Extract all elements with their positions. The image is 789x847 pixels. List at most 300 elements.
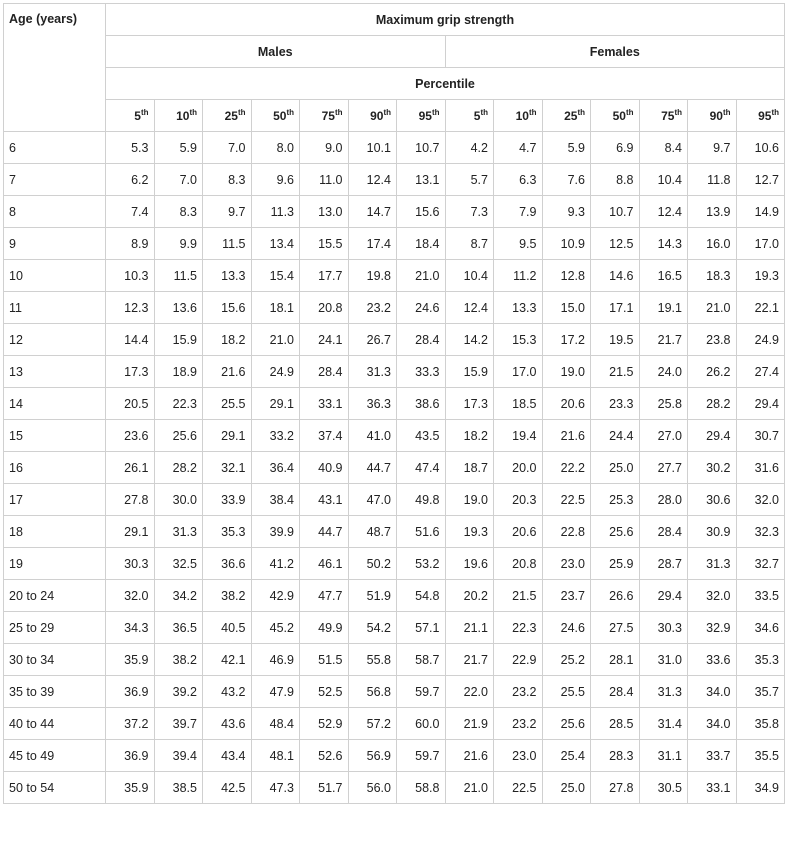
- table-row: [4, 612, 785, 644]
- percentile-number: 10: [515, 108, 529, 123]
- males-header: Males: [106, 36, 446, 68]
- females-value-cell: 33.5: [736, 580, 785, 612]
- males-value-cell: 41.2: [251, 548, 300, 580]
- males-value-cell: 25.6: [154, 420, 203, 452]
- males-value-cell: 33.2: [251, 420, 300, 452]
- table-row: [4, 420, 785, 452]
- males-value-cell: 59.7: [397, 676, 446, 708]
- females-value-cell: 32.0: [736, 484, 785, 516]
- females-value-cell: 20.8: [494, 548, 543, 580]
- males-value-cell: 30.3: [106, 548, 155, 580]
- females-value-cell: 11.8: [688, 164, 737, 196]
- table-row: [4, 260, 785, 292]
- females-value-cell: 24.4: [591, 420, 640, 452]
- females-value-cell: 19.4: [494, 420, 543, 452]
- females-value-cell: 29.4: [688, 420, 737, 452]
- females-value-cell: 20.3: [494, 484, 543, 516]
- males-value-cell: 39.4: [154, 740, 203, 772]
- females-value-cell: 12.4: [445, 292, 494, 324]
- females-value-cell: 18.7: [445, 452, 494, 484]
- males-value-cell: 43.2: [203, 676, 252, 708]
- females-value-cell: 27.4: [736, 356, 785, 388]
- females-value-cell: 9.5: [494, 228, 543, 260]
- males-value-cell: 38.2: [203, 580, 252, 612]
- males-value-cell: 26.7: [348, 324, 397, 356]
- percentile-suffix: th: [528, 107, 537, 117]
- age-cell: 11: [4, 292, 106, 324]
- males-value-cell: 40.9: [300, 452, 349, 484]
- age-cell: 25 to 29: [4, 612, 106, 644]
- females-value-cell: 25.2: [542, 644, 591, 676]
- percentile-suffix: th: [771, 107, 779, 117]
- males-value-cell: 43.6: [203, 708, 252, 740]
- females-value-cell: 24.0: [639, 356, 688, 388]
- males-value-cell: 17.3: [106, 356, 155, 388]
- males-value-cell: 28.4: [397, 324, 446, 356]
- females-value-cell: 17.3: [445, 388, 494, 420]
- females-value-cell: 22.8: [542, 516, 591, 548]
- age-cell: 20 to 24: [4, 580, 106, 612]
- males-value-cell: 47.0: [348, 484, 397, 516]
- males-value-cell: 58.7: [397, 644, 446, 676]
- percentile-number: 75: [661, 108, 675, 123]
- males-value-cell: 12.4: [348, 164, 397, 196]
- females-value-cell: 22.1: [736, 292, 785, 324]
- females-value-cell: 35.8: [736, 708, 785, 740]
- males-value-cell: 33.9: [203, 484, 252, 516]
- males-value-cell: 46.1: [300, 548, 349, 580]
- females-percentile-header: [445, 100, 494, 132]
- percentile-suffix: th: [237, 107, 246, 117]
- males-percentile-header: [154, 100, 203, 132]
- percentile-number: 50: [612, 108, 626, 123]
- females-value-cell: 15.3: [494, 324, 543, 356]
- females-value-cell: 26.2: [688, 356, 737, 388]
- percentile-suffix: th: [140, 107, 149, 117]
- females-value-cell: 21.6: [542, 420, 591, 452]
- males-value-cell: 42.5: [203, 772, 252, 804]
- percentile-suffix: th: [431, 107, 440, 117]
- males-value-cell: 15.6: [397, 196, 446, 228]
- females-value-cell: 13.9: [688, 196, 737, 228]
- females-value-cell: 25.0: [542, 772, 591, 804]
- males-value-cell: 53.2: [397, 548, 446, 580]
- females-value-cell: 21.9: [445, 708, 494, 740]
- age-cell: 6: [4, 132, 106, 164]
- males-percentile-header: [203, 100, 252, 132]
- males-value-cell: 60.0: [397, 708, 446, 740]
- males-value-cell: 18.4: [397, 228, 446, 260]
- females-value-cell: 12.8: [542, 260, 591, 292]
- females-value-cell: 9.7: [688, 132, 737, 164]
- header-row-sex: [4, 36, 785, 68]
- males-value-cell: 18.9: [154, 356, 203, 388]
- females-value-cell: 18.5: [494, 388, 543, 420]
- males-value-cell: 47.9: [251, 676, 300, 708]
- females-value-cell: 28.5: [591, 708, 640, 740]
- females-value-cell: 24.6: [542, 612, 591, 644]
- females-value-cell: 30.2: [688, 452, 737, 484]
- females-value-cell: 25.3: [591, 484, 640, 516]
- males-value-cell: 58.8: [397, 772, 446, 804]
- females-value-cell: 29.4: [736, 388, 785, 420]
- table-row: [4, 772, 785, 804]
- percentile-columns-row: [4, 100, 785, 132]
- males-value-cell: 17.4: [348, 228, 397, 260]
- females-value-cell: 29.4: [639, 580, 688, 612]
- females-value-cell: 23.7: [542, 580, 591, 612]
- females-value-cell: 35.3: [736, 644, 785, 676]
- males-value-cell: 36.6: [203, 548, 252, 580]
- females-value-cell: 21.7: [639, 324, 688, 356]
- females-value-cell: 27.7: [639, 452, 688, 484]
- age-cell: 14: [4, 388, 106, 420]
- females-value-cell: 15.0: [542, 292, 591, 324]
- females-value-cell: 28.4: [591, 676, 640, 708]
- males-value-cell: 56.0: [348, 772, 397, 804]
- table-row: [4, 292, 785, 324]
- males-value-cell: 40.5: [203, 612, 252, 644]
- females-value-cell: 34.0: [688, 676, 737, 708]
- females-value-cell: 21.5: [494, 580, 543, 612]
- females-value-cell: 25.9: [591, 548, 640, 580]
- percentile-suffix: th: [674, 107, 682, 117]
- females-value-cell: 35.5: [736, 740, 785, 772]
- males-value-cell: 32.0: [106, 580, 155, 612]
- males-value-cell: 13.3: [203, 260, 252, 292]
- females-value-cell: 35.7: [736, 676, 785, 708]
- females-value-cell: 18.3: [688, 260, 737, 292]
- females-value-cell: 21.1: [445, 612, 494, 644]
- table-row: [4, 388, 785, 420]
- females-value-cell: 27.5: [591, 612, 640, 644]
- females-value-cell: 11.2: [494, 260, 543, 292]
- females-value-cell: 8.7: [445, 228, 494, 260]
- age-cell: 10: [4, 260, 106, 292]
- females-value-cell: 8.8: [591, 164, 640, 196]
- males-value-cell: 29.1: [203, 420, 252, 452]
- table-title: Maximum grip strength: [106, 4, 785, 36]
- males-value-cell: 9.0: [300, 132, 349, 164]
- females-value-cell: 14.9: [736, 196, 785, 228]
- age-cell: 30 to 34: [4, 644, 106, 676]
- females-value-cell: 10.4: [445, 260, 494, 292]
- percentile-suffix: th: [383, 107, 391, 117]
- females-value-cell: 19.3: [445, 516, 494, 548]
- females-value-cell: 31.4: [639, 708, 688, 740]
- females-value-cell: 14.3: [639, 228, 688, 260]
- males-value-cell: 27.8: [106, 484, 155, 516]
- males-value-cell: 8.9: [106, 228, 155, 260]
- percentile-suffix: th: [722, 107, 731, 117]
- females-value-cell: 20.2: [445, 580, 494, 612]
- males-value-cell: 59.7: [397, 740, 446, 772]
- females-value-cell: 31.1: [639, 740, 688, 772]
- females-value-cell: 25.8: [639, 388, 688, 420]
- males-value-cell: 13.4: [251, 228, 300, 260]
- females-value-cell: 12.7: [736, 164, 785, 196]
- females-value-cell: 10.9: [542, 228, 591, 260]
- males-value-cell: 28.4: [300, 356, 349, 388]
- females-value-cell: 28.7: [639, 548, 688, 580]
- females-value-cell: 17.0: [494, 356, 543, 388]
- males-value-cell: 43.1: [300, 484, 349, 516]
- females-value-cell: 28.4: [639, 516, 688, 548]
- percentile-suffix: th: [480, 107, 488, 117]
- males-value-cell: 51.7: [300, 772, 349, 804]
- males-percentile-header: [251, 100, 300, 132]
- males-value-cell: 37.4: [300, 420, 349, 452]
- females-value-cell: 5.9: [542, 132, 591, 164]
- females-value-cell: 34.0: [688, 708, 737, 740]
- males-value-cell: 9.6: [251, 164, 300, 196]
- females-value-cell: 7.3: [445, 196, 494, 228]
- males-value-cell: 15.6: [203, 292, 252, 324]
- percentile-suffix: th: [286, 107, 294, 117]
- table-row: [4, 708, 785, 740]
- age-cell: 9: [4, 228, 106, 260]
- males-value-cell: 21.6: [203, 356, 252, 388]
- table-row: [4, 676, 785, 708]
- males-value-cell: 36.4: [251, 452, 300, 484]
- table-row: [4, 644, 785, 676]
- females-value-cell: 28.1: [591, 644, 640, 676]
- males-value-cell: 52.5: [300, 676, 349, 708]
- males-value-cell: 21.0: [251, 324, 300, 356]
- males-value-cell: 10.3: [106, 260, 155, 292]
- males-value-cell: 38.4: [251, 484, 300, 516]
- females-value-cell: 10.6: [736, 132, 785, 164]
- females-value-cell: 19.6: [445, 548, 494, 580]
- table-row: [4, 484, 785, 516]
- females-value-cell: 30.7: [736, 420, 785, 452]
- males-value-cell: 20.8: [300, 292, 349, 324]
- males-value-cell: 13.0: [300, 196, 349, 228]
- females-value-cell: 8.4: [639, 132, 688, 164]
- females-percentile-header: [542, 100, 591, 132]
- females-value-cell: 25.5: [542, 676, 591, 708]
- header-row-title: [4, 4, 785, 36]
- males-value-cell: 13.1: [397, 164, 446, 196]
- females-value-cell: 10.7: [591, 196, 640, 228]
- males-value-cell: 31.3: [348, 356, 397, 388]
- females-value-cell: 28.3: [591, 740, 640, 772]
- table-row: [4, 132, 785, 164]
- males-value-cell: 35.9: [106, 644, 155, 676]
- males-value-cell: 25.5: [203, 388, 252, 420]
- females-value-cell: 32.9: [688, 612, 737, 644]
- females-value-cell: 22.0: [445, 676, 494, 708]
- females-value-cell: 20.6: [494, 516, 543, 548]
- females-value-cell: 12.4: [639, 196, 688, 228]
- table-row: [4, 740, 785, 772]
- males-value-cell: 14.4: [106, 324, 155, 356]
- females-value-cell: 21.0: [688, 292, 737, 324]
- females-value-cell: 19.0: [445, 484, 494, 516]
- females-value-cell: 21.0: [445, 772, 494, 804]
- males-percentile-header: [348, 100, 397, 132]
- females-value-cell: 26.6: [591, 580, 640, 612]
- males-value-cell: 57.2: [348, 708, 397, 740]
- females-value-cell: 16.5: [639, 260, 688, 292]
- males-value-cell: 12.3: [106, 292, 155, 324]
- females-value-cell: 31.3: [688, 548, 737, 580]
- males-value-cell: 9.7: [203, 196, 252, 228]
- males-value-cell: 52.6: [300, 740, 349, 772]
- percentile-number: 5: [473, 108, 481, 123]
- males-value-cell: 7.0: [154, 164, 203, 196]
- males-value-cell: 39.9: [251, 516, 300, 548]
- females-value-cell: 23.2: [494, 676, 543, 708]
- males-value-cell: 29.1: [106, 516, 155, 548]
- females-percentile-header: [736, 100, 785, 132]
- females-value-cell: 23.2: [494, 708, 543, 740]
- females-value-cell: 15.9: [445, 356, 494, 388]
- females-value-cell: 13.3: [494, 292, 543, 324]
- females-value-cell: 21.6: [445, 740, 494, 772]
- females-value-cell: 33.1: [688, 772, 737, 804]
- males-value-cell: 38.6: [397, 388, 446, 420]
- percentile-header: Percentile: [106, 68, 785, 100]
- percentile-suffix: th: [577, 107, 585, 117]
- males-value-cell: 51.9: [348, 580, 397, 612]
- males-value-cell: 21.0: [397, 260, 446, 292]
- males-value-cell: 52.9: [300, 708, 349, 740]
- females-header: Females: [445, 36, 785, 68]
- females-value-cell: 6.9: [591, 132, 640, 164]
- females-value-cell: 6.3: [494, 164, 543, 196]
- table-row: [4, 548, 785, 580]
- males-value-cell: 11.3: [251, 196, 300, 228]
- males-value-cell: 11.5: [203, 228, 252, 260]
- females-value-cell: 23.3: [591, 388, 640, 420]
- males-value-cell: 43.5: [397, 420, 446, 452]
- males-value-cell: 11.5: [154, 260, 203, 292]
- females-value-cell: 7.6: [542, 164, 591, 196]
- males-value-cell: 24.6: [397, 292, 446, 324]
- males-value-cell: 47.7: [300, 580, 349, 612]
- percentile-number: 95: [418, 108, 432, 123]
- males-value-cell: 36.5: [154, 612, 203, 644]
- males-value-cell: 55.8: [348, 644, 397, 676]
- females-value-cell: 23.8: [688, 324, 737, 356]
- percentile-number: 5: [134, 108, 141, 123]
- percentile-number: 75: [321, 108, 335, 123]
- females-value-cell: 24.9: [736, 324, 785, 356]
- females-value-cell: 32.0: [688, 580, 737, 612]
- males-value-cell: 44.7: [300, 516, 349, 548]
- males-value-cell: 47.3: [251, 772, 300, 804]
- males-value-cell: 47.4: [397, 452, 446, 484]
- males-value-cell: 50.2: [348, 548, 397, 580]
- males-value-cell: 54.2: [348, 612, 397, 644]
- males-value-cell: 49.9: [300, 612, 349, 644]
- males-value-cell: 23.6: [106, 420, 155, 452]
- males-value-cell: 51.6: [397, 516, 446, 548]
- females-value-cell: 33.7: [688, 740, 737, 772]
- females-value-cell: 14.6: [591, 260, 640, 292]
- females-percentile-header: [494, 100, 543, 132]
- males-value-cell: 15.5: [300, 228, 349, 260]
- males-value-cell: 36.9: [106, 676, 155, 708]
- males-value-cell: 33.3: [397, 356, 446, 388]
- percentile-number: 95: [758, 108, 772, 123]
- males-value-cell: 43.4: [203, 740, 252, 772]
- males-value-cell: 36.9: [106, 740, 155, 772]
- males-value-cell: 42.1: [203, 644, 252, 676]
- females-value-cell: 31.3: [639, 676, 688, 708]
- age-cell: 7: [4, 164, 106, 196]
- males-value-cell: 26.1: [106, 452, 155, 484]
- table-row: [4, 228, 785, 260]
- females-value-cell: 17.0: [736, 228, 785, 260]
- females-value-cell: 14.2: [445, 324, 494, 356]
- females-value-cell: 4.7: [494, 132, 543, 164]
- females-value-cell: 12.5: [591, 228, 640, 260]
- percentile-suffix: th: [189, 107, 197, 117]
- females-value-cell: 27.8: [591, 772, 640, 804]
- table-row: [4, 324, 785, 356]
- females-value-cell: 25.0: [591, 452, 640, 484]
- age-cell: 45 to 49: [4, 740, 106, 772]
- males-value-cell: 5.3: [106, 132, 155, 164]
- age-cell: 15: [4, 420, 106, 452]
- females-value-cell: 23.0: [542, 548, 591, 580]
- females-value-cell: 20.6: [542, 388, 591, 420]
- percentile-number: 25: [224, 108, 238, 123]
- header-row-percentile: [4, 68, 785, 100]
- females-value-cell: 32.3: [736, 516, 785, 548]
- females-value-cell: 17.1: [591, 292, 640, 324]
- grip-strength-table: [3, 3, 785, 804]
- table-row: [4, 164, 785, 196]
- females-value-cell: 22.5: [542, 484, 591, 516]
- males-value-cell: 57.1: [397, 612, 446, 644]
- age-cell: 18: [4, 516, 106, 548]
- males-value-cell: 54.8: [397, 580, 446, 612]
- percentile-number: 90: [709, 108, 723, 123]
- males-value-cell: 24.9: [251, 356, 300, 388]
- table-row: [4, 516, 785, 548]
- males-value-cell: 18.2: [203, 324, 252, 356]
- table-row: [4, 196, 785, 228]
- males-value-cell: 15.9: [154, 324, 203, 356]
- table-row: [4, 452, 785, 484]
- males-value-cell: 38.5: [154, 772, 203, 804]
- males-value-cell: 7.4: [106, 196, 155, 228]
- males-percentile-header: [300, 100, 349, 132]
- males-value-cell: 48.1: [251, 740, 300, 772]
- males-value-cell: 36.3: [348, 388, 397, 420]
- males-value-cell: 32.5: [154, 548, 203, 580]
- percentile-suffix: th: [625, 107, 634, 117]
- females-value-cell: 25.6: [542, 708, 591, 740]
- males-value-cell: 9.9: [154, 228, 203, 260]
- age-cell: 13: [4, 356, 106, 388]
- males-value-cell: 37.2: [106, 708, 155, 740]
- females-value-cell: 19.1: [639, 292, 688, 324]
- females-value-cell: 22.3: [494, 612, 543, 644]
- females-value-cell: 20.0: [494, 452, 543, 484]
- males-value-cell: 39.7: [154, 708, 203, 740]
- age-cell: 16: [4, 452, 106, 484]
- percentile-number: 10: [176, 108, 190, 123]
- males-value-cell: 35.9: [106, 772, 155, 804]
- females-value-cell: 21.7: [445, 644, 494, 676]
- males-value-cell: 17.7: [300, 260, 349, 292]
- males-value-cell: 10.1: [348, 132, 397, 164]
- males-value-cell: 19.8: [348, 260, 397, 292]
